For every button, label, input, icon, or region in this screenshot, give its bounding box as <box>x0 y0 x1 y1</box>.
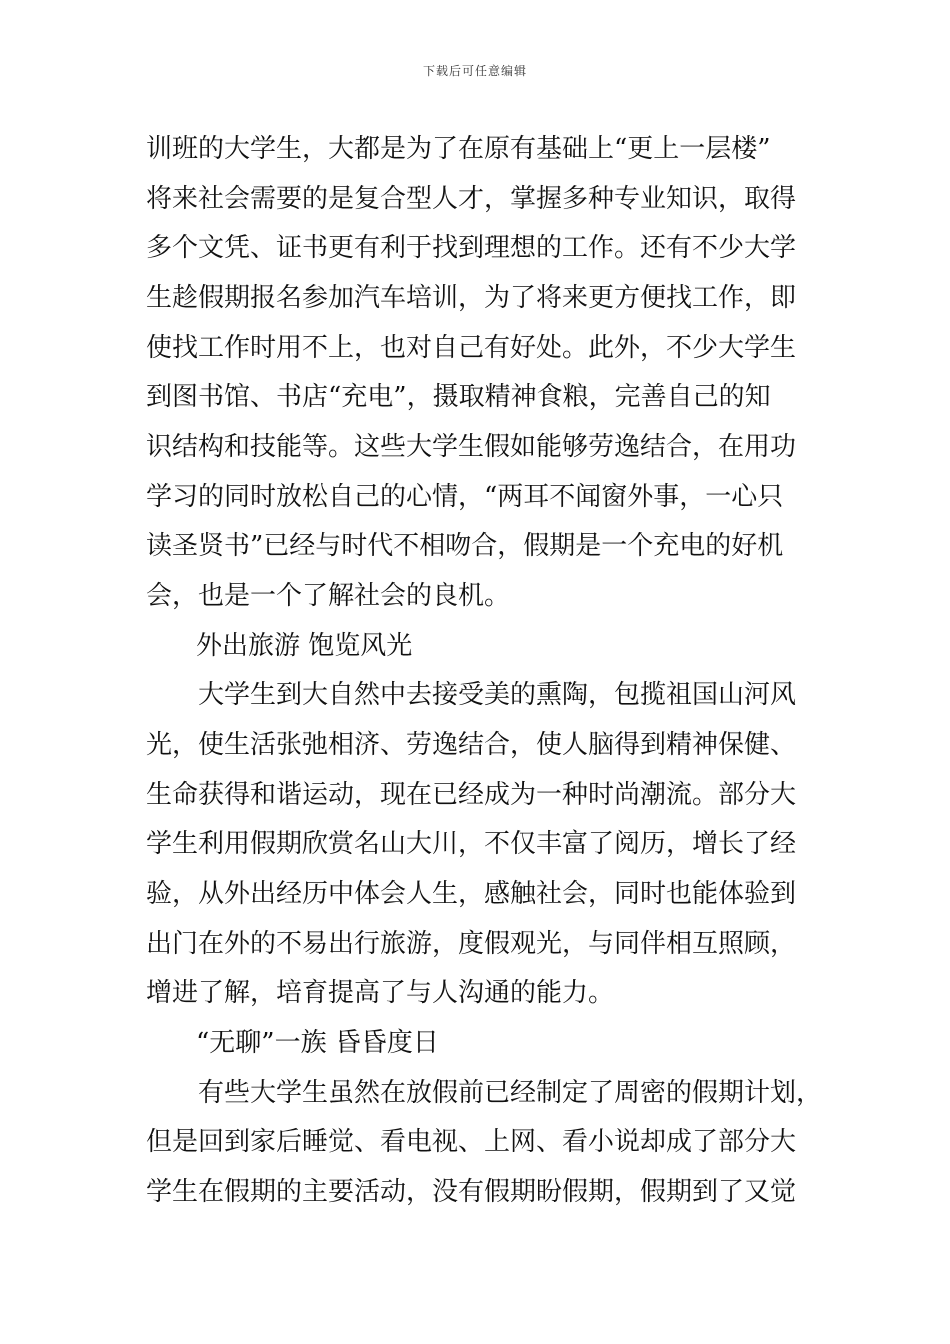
text-line: 学生利用假期欣赏名山大川，不仅丰富了阅历，增长了经 <box>146 829 797 859</box>
text-line: 生命获得和谐运动，现在已经成为一种时尚潮流。部分大 <box>146 780 797 810</box>
text-line: 将来社会需要的是复合型人才，掌握多种专业知识，取得 <box>146 184 797 214</box>
text-line: 识结构和技能等。这些大学生假如能够劳逸结合，在用功 <box>146 432 797 462</box>
text-line: 训班的大学生，大都是为了在原有基础上“更上一层楼” <box>146 134 771 164</box>
text-line: 光，使生活张弛相济、劳逸结合，使人脑得到精神保健、 <box>146 730 797 760</box>
text-line: 验，从外出经历中体会人生，感触社会，同时也能体验到 <box>146 879 797 909</box>
text-line: 多个文凭、证书更有利于找到理想的工作。还有不少大学 <box>146 233 797 263</box>
text-line: 会，也是一个了解社会的良机。 <box>146 581 511 611</box>
text-line: 读圣贤书”已经与时代不相吻合，假期是一个充电的好机 <box>146 531 784 561</box>
text-line: 学习的同时放松自己的心情，“两耳不闻窗外事，一心只 <box>146 482 784 512</box>
text-line: 但是回到家后睡觉、看电视、上网、看小说却成了部分大 <box>146 1127 797 1157</box>
text-line: 到图书馆、书店“充电”，摄取精神食粮，完善自己的知 <box>146 382 771 412</box>
text-line: 学生在假期的主要活动，没有假期盼假期，假期到了又觉 <box>146 1177 797 1207</box>
text-line: 大学生到大自然中去接受美的熏陶，包揽祖国山河风 <box>198 680 797 710</box>
text-line: 出门在外的不易出行旅游，度假观光，与同伴相互照顾， <box>146 929 797 959</box>
text-line: 使找工作时用不上，也对自己有好处。此外，不少大学生 <box>146 333 797 363</box>
page-header: 下载后可任意编辑 <box>422 64 527 78</box>
section-heading: 外出旅游 饱览风光 <box>196 631 413 661</box>
section-heading: “无聊”一族 昏昏度日 <box>196 1028 439 1058</box>
text-line: 生趁假期报名参加汽车培训，为了将来更方便找工作，即 <box>146 283 797 313</box>
text-line: 有些大学生虽然在放假前已经制定了周密的假期计划， <box>198 1078 823 1108</box>
text-line: 增进了解，培育提高了与人沟通的能力。 <box>146 978 615 1008</box>
